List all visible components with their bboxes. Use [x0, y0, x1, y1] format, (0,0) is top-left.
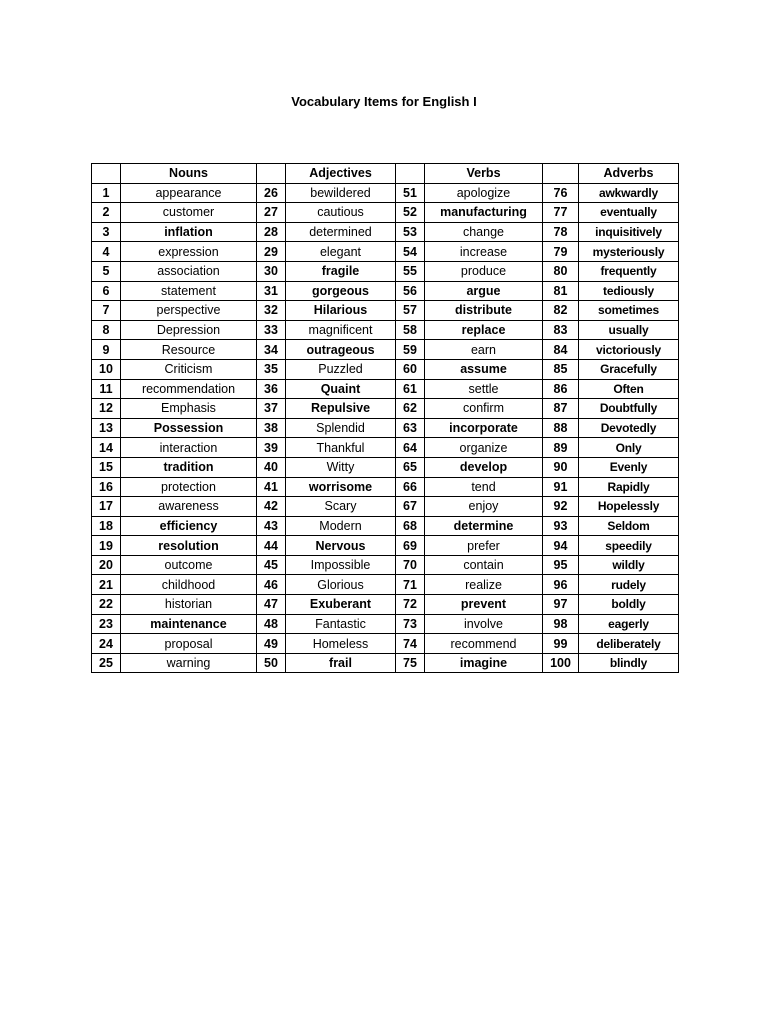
adjective-cell: Scary [286, 497, 396, 517]
table-row [92, 497, 679, 517]
verb-number-cell: 61 [396, 379, 425, 399]
adverb-number-cell: 83 [543, 320, 579, 340]
adverb-cell: sometimes [579, 301, 679, 321]
adverb-number-cell: 77 [543, 203, 579, 223]
adjective-cell: Exuberant [286, 595, 396, 615]
adverb-cell: usually [579, 320, 679, 340]
vocabulary-table [91, 163, 679, 673]
table-row [92, 653, 679, 673]
noun-cell: childhood [121, 575, 257, 595]
adverb-number-cell: 97 [543, 595, 579, 615]
verb-cell: settle [425, 379, 543, 399]
noun-cell: warning [121, 653, 257, 673]
adverb-cell: Doubtfully [579, 399, 679, 419]
verb-cell: earn [425, 340, 543, 360]
noun-cell: inflation [121, 222, 257, 242]
adverb-cell: speedily [579, 536, 679, 556]
verb-cell: prevent [425, 595, 543, 615]
noun-number-cell: 1 [92, 183, 121, 203]
adverb-number-cell: 91 [543, 477, 579, 497]
adverb-cell: rudely [579, 575, 679, 595]
noun-cell: Depression [121, 320, 257, 340]
noun-cell: awareness [121, 497, 257, 517]
table-row [92, 242, 679, 262]
verb-cell: manufacturing [425, 203, 543, 223]
adjective-number-cell: 27 [257, 203, 286, 223]
adverb-number-cell: 79 [543, 242, 579, 262]
adverb-number-cell: 78 [543, 222, 579, 242]
noun-cell: appearance [121, 183, 257, 203]
adjective-cell: Thankful [286, 438, 396, 458]
table-row [92, 457, 679, 477]
verb-number-cell: 74 [396, 634, 425, 654]
noun-number-cell: 17 [92, 497, 121, 517]
noun-number-cell: 16 [92, 477, 121, 497]
noun-cell: outcome [121, 555, 257, 575]
noun-number-cell: 2 [92, 203, 121, 223]
adverb-number-cell: 80 [543, 261, 579, 281]
noun-cell: Resource [121, 340, 257, 360]
table-row [92, 438, 679, 458]
adjective-number-cell: 35 [257, 359, 286, 379]
adjective-cell: Impossible [286, 555, 396, 575]
adverb-cell: tediously [579, 281, 679, 301]
adjective-number-cell: 31 [257, 281, 286, 301]
verb-number-cell: 52 [396, 203, 425, 223]
noun-number-cell: 24 [92, 634, 121, 654]
verb-cell: enjoy [425, 497, 543, 517]
verb-cell: prefer [425, 536, 543, 556]
verb-cell: contain [425, 555, 543, 575]
adverb-cell: Devotedly [579, 418, 679, 438]
noun-number-cell: 4 [92, 242, 121, 262]
verb-cell: produce [425, 261, 543, 281]
table-row [92, 301, 679, 321]
adverb-cell: Gracefully [579, 359, 679, 379]
noun-cell: historian [121, 595, 257, 615]
adverb-cell: blindly [579, 653, 679, 673]
verb-number-cell: 63 [396, 418, 425, 438]
adjective-cell: Fantastic [286, 614, 396, 634]
verb-number-cell: 68 [396, 516, 425, 536]
adverb-cell: boldly [579, 595, 679, 615]
verb-number-cell: 62 [396, 399, 425, 419]
verb-cell: argue [425, 281, 543, 301]
adjective-cell: Splendid [286, 418, 396, 438]
adjective-number-cell: 39 [257, 438, 286, 458]
noun-number-cell: 8 [92, 320, 121, 340]
table-row [92, 340, 679, 360]
noun-number-cell: 9 [92, 340, 121, 360]
verb-number-cell: 66 [396, 477, 425, 497]
noun-number-cell: 19 [92, 536, 121, 556]
table-row [92, 614, 679, 634]
table-row [92, 399, 679, 419]
noun-number-cell: 6 [92, 281, 121, 301]
noun-cell: expression [121, 242, 257, 262]
verb-cell: change [425, 222, 543, 242]
table-row [92, 575, 679, 595]
adjective-cell: outrageous [286, 340, 396, 360]
verb-cell: increase [425, 242, 543, 262]
verb-cell: incorporate [425, 418, 543, 438]
noun-number-cell: 15 [92, 457, 121, 477]
adverb-number-cell: 87 [543, 399, 579, 419]
table-header-row [92, 164, 679, 184]
adverb-number-cell: 81 [543, 281, 579, 301]
noun-number-cell: 21 [92, 575, 121, 595]
adverb-number-cell: 100 [543, 653, 579, 673]
noun-number-cell: 12 [92, 399, 121, 419]
verb-cell: tend [425, 477, 543, 497]
header-number-adjectives [257, 164, 286, 184]
noun-cell: efficiency [121, 516, 257, 536]
adjective-cell: elegant [286, 242, 396, 262]
table-row [92, 634, 679, 654]
verb-number-cell: 60 [396, 359, 425, 379]
adverb-cell: frequently [579, 261, 679, 281]
adjective-number-cell: 38 [257, 418, 286, 438]
table-row [92, 379, 679, 399]
verb-number-cell: 54 [396, 242, 425, 262]
noun-number-cell: 25 [92, 653, 121, 673]
noun-number-cell: 10 [92, 359, 121, 379]
noun-number-cell: 3 [92, 222, 121, 242]
adverb-cell: awkwardly [579, 183, 679, 203]
noun-cell: interaction [121, 438, 257, 458]
header-verbs: Verbs [425, 164, 543, 184]
verb-number-cell: 57 [396, 301, 425, 321]
adjective-cell: magnificent [286, 320, 396, 340]
header-number-verbs [396, 164, 425, 184]
header-nouns: Nouns [121, 164, 257, 184]
adjective-number-cell: 49 [257, 634, 286, 654]
verb-cell: confirm [425, 399, 543, 419]
adjective-number-cell: 34 [257, 340, 286, 360]
adjective-cell: Repulsive [286, 399, 396, 419]
noun-number-cell: 7 [92, 301, 121, 321]
noun-number-cell: 13 [92, 418, 121, 438]
adjective-cell: cautious [286, 203, 396, 223]
adjective-number-cell: 50 [257, 653, 286, 673]
verb-number-cell: 64 [396, 438, 425, 458]
noun-cell: customer [121, 203, 257, 223]
verb-number-cell: 65 [396, 457, 425, 477]
adverb-cell: deliberately [579, 634, 679, 654]
adjective-number-cell: 36 [257, 379, 286, 399]
verb-cell: involve [425, 614, 543, 634]
adjective-cell: frail [286, 653, 396, 673]
noun-number-cell: 14 [92, 438, 121, 458]
adjective-number-cell: 43 [257, 516, 286, 536]
noun-cell: recommendation [121, 379, 257, 399]
adjective-number-cell: 28 [257, 222, 286, 242]
table-row [92, 536, 679, 556]
header-number-adverbs [543, 164, 579, 184]
adjective-cell: Homeless [286, 634, 396, 654]
adjective-number-cell: 33 [257, 320, 286, 340]
verb-cell: develop [425, 457, 543, 477]
adverb-number-cell: 85 [543, 359, 579, 379]
verb-number-cell: 53 [396, 222, 425, 242]
table-row [92, 203, 679, 223]
noun-number-cell: 23 [92, 614, 121, 634]
table-body [92, 183, 679, 673]
adverb-number-cell: 76 [543, 183, 579, 203]
noun-cell: statement [121, 281, 257, 301]
adverb-number-cell: 82 [543, 301, 579, 321]
noun-number-cell: 22 [92, 595, 121, 615]
verb-number-cell: 51 [396, 183, 425, 203]
adjective-cell: Modern [286, 516, 396, 536]
adjective-number-cell: 37 [257, 399, 286, 419]
noun-number-cell: 20 [92, 555, 121, 575]
table-row [92, 359, 679, 379]
verb-cell: replace [425, 320, 543, 340]
adjective-number-cell: 26 [257, 183, 286, 203]
noun-cell: resolution [121, 536, 257, 556]
table-row [92, 222, 679, 242]
verb-number-cell: 70 [396, 555, 425, 575]
verb-number-cell: 58 [396, 320, 425, 340]
noun-cell: Emphasis [121, 399, 257, 419]
adverb-cell: Rapidly [579, 477, 679, 497]
page-title: Vocabulary Items for English I [291, 94, 477, 109]
adverb-number-cell: 88 [543, 418, 579, 438]
adjective-number-cell: 45 [257, 555, 286, 575]
verb-cell: realize [425, 575, 543, 595]
noun-cell: perspective [121, 301, 257, 321]
adjective-number-cell: 41 [257, 477, 286, 497]
adverb-cell: Hopelessly [579, 497, 679, 517]
adverb-number-cell: 84 [543, 340, 579, 360]
verb-cell: organize [425, 438, 543, 458]
noun-cell: association [121, 261, 257, 281]
table-row [92, 555, 679, 575]
adverb-number-cell: 93 [543, 516, 579, 536]
adverb-cell: victoriously [579, 340, 679, 360]
adverb-number-cell: 92 [543, 497, 579, 517]
adverb-cell: wildly [579, 555, 679, 575]
adjective-cell: gorgeous [286, 281, 396, 301]
noun-number-cell: 11 [92, 379, 121, 399]
verb-cell: determine [425, 516, 543, 536]
adverb-cell: Only [579, 438, 679, 458]
table-row [92, 281, 679, 301]
adverb-cell: inquisitively [579, 222, 679, 242]
adverb-number-cell: 94 [543, 536, 579, 556]
adjective-cell: worrisome [286, 477, 396, 497]
adjective-number-cell: 47 [257, 595, 286, 615]
noun-cell: Possession [121, 418, 257, 438]
table-row [92, 516, 679, 536]
adjective-number-cell: 29 [257, 242, 286, 262]
verb-number-cell: 75 [396, 653, 425, 673]
adjective-number-cell: 48 [257, 614, 286, 634]
verb-cell: imagine [425, 653, 543, 673]
header-adverbs: Adverbs [579, 164, 679, 184]
noun-cell: proposal [121, 634, 257, 654]
noun-cell: tradition [121, 457, 257, 477]
table-row [92, 320, 679, 340]
adjective-cell: bewildered [286, 183, 396, 203]
adjective-cell: Hilarious [286, 301, 396, 321]
adjective-number-cell: 44 [257, 536, 286, 556]
noun-cell: Criticism [121, 359, 257, 379]
adverb-cell: Often [579, 379, 679, 399]
adjective-cell: Quaint [286, 379, 396, 399]
adjective-number-cell: 46 [257, 575, 286, 595]
adjective-cell: fragile [286, 261, 396, 281]
adverb-cell: Evenly [579, 457, 679, 477]
header-adjectives: Adjectives [286, 164, 396, 184]
adverb-cell: eventually [579, 203, 679, 223]
noun-cell: protection [121, 477, 257, 497]
noun-number-cell: 5 [92, 261, 121, 281]
verb-number-cell: 67 [396, 497, 425, 517]
verb-number-cell: 69 [396, 536, 425, 556]
adjective-number-cell: 32 [257, 301, 286, 321]
header-number-nouns [92, 164, 121, 184]
adverb-number-cell: 98 [543, 614, 579, 634]
adjective-cell: Puzzled [286, 359, 396, 379]
adverb-cell: eagerly [579, 614, 679, 634]
verb-number-cell: 56 [396, 281, 425, 301]
noun-number-cell: 18 [92, 516, 121, 536]
verb-cell: distribute [425, 301, 543, 321]
table-row [92, 595, 679, 615]
adverb-number-cell: 96 [543, 575, 579, 595]
verb-cell: apologize [425, 183, 543, 203]
adverb-number-cell: 95 [543, 555, 579, 575]
adverb-number-cell: 89 [543, 438, 579, 458]
noun-cell: maintenance [121, 614, 257, 634]
adverb-number-cell: 86 [543, 379, 579, 399]
verb-number-cell: 73 [396, 614, 425, 634]
verb-number-cell: 71 [396, 575, 425, 595]
table-row [92, 418, 679, 438]
adjective-cell: determined [286, 222, 396, 242]
adjective-cell: Glorious [286, 575, 396, 595]
table-row [92, 477, 679, 497]
table-row [92, 261, 679, 281]
adverb-number-cell: 90 [543, 457, 579, 477]
verb-number-cell: 59 [396, 340, 425, 360]
verb-number-cell: 55 [396, 261, 425, 281]
verb-number-cell: 72 [396, 595, 425, 615]
adjective-number-cell: 42 [257, 497, 286, 517]
verb-cell: recommend [425, 634, 543, 654]
adjective-cell: Witty [286, 457, 396, 477]
adjective-number-cell: 30 [257, 261, 286, 281]
table-row [92, 183, 679, 203]
adjective-number-cell: 40 [257, 457, 286, 477]
adjective-cell: Nervous [286, 536, 396, 556]
verb-cell: assume [425, 359, 543, 379]
adverb-cell: Seldom [579, 516, 679, 536]
adverb-number-cell: 99 [543, 634, 579, 654]
adverb-cell: mysteriously [579, 242, 679, 262]
